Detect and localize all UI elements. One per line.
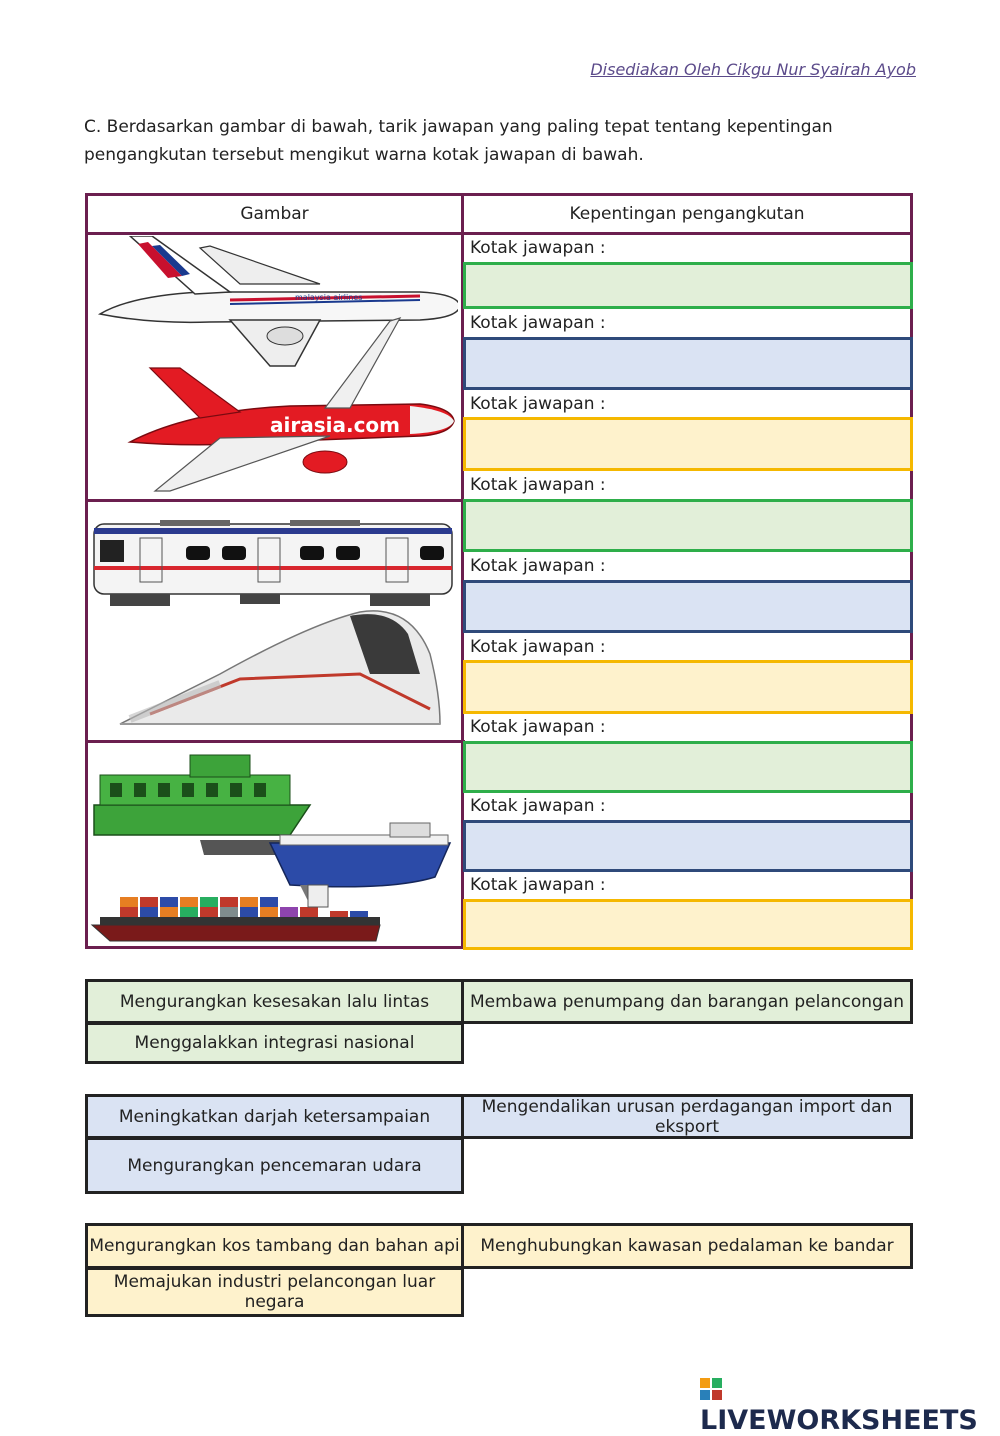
option-blue-2[interactable]: Mengendalikan urusan perdagangan import dan eksport bbox=[461, 1094, 913, 1139]
watermark-text: LIVEWORKSHEETS bbox=[700, 1405, 978, 1436]
liveworksheets-logo-icon bbox=[700, 1378, 722, 1400]
answer-label: Kotak jawapan : bbox=[470, 875, 606, 895]
option-green-2[interactable]: Membawa penumpang dan barangan pelancongan bbox=[461, 979, 913, 1024]
cargo-ship bbox=[92, 885, 380, 941]
column-header-image: Gambar bbox=[240, 204, 309, 224]
author-credit: Disediakan Oleh Cikgu Nur Syairah Ayob bbox=[590, 60, 916, 79]
airasia-text: airasia.com bbox=[270, 413, 400, 437]
answer-box-rail-yellow[interactable] bbox=[463, 660, 913, 714]
answer-label: Kotak jawapan : bbox=[470, 313, 606, 333]
answer-label: Kotak jawapan : bbox=[470, 796, 606, 816]
commuter-train bbox=[94, 520, 452, 606]
answer-label: Kotak jawapan : bbox=[470, 637, 606, 657]
table-row-divider bbox=[85, 499, 465, 502]
answer-box-water-yellow[interactable] bbox=[463, 899, 913, 950]
answer-label: Kotak jawapan : bbox=[470, 394, 606, 414]
option-green-3[interactable]: Menggalakkan integrasi nasional bbox=[85, 1022, 464, 1064]
option-blue-3[interactable]: Mengurangkan pencemaran udara bbox=[85, 1137, 464, 1194]
malaysia-airlines-plane bbox=[100, 236, 458, 366]
instruction-text: C. Berdasarkan gambar di bawah, tarik jawapan yang paling tepat tentang kepentingan pengangkutan tersebut mengikut warna kotak jawapan di bawah. bbox=[84, 117, 833, 165]
option-yellow-1[interactable]: Mengurangkan kos tambang dan bahan api bbox=[85, 1223, 464, 1269]
ferry bbox=[94, 755, 310, 855]
answer-label: Kotak jawapan : bbox=[470, 238, 606, 258]
airplanes-image bbox=[90, 236, 458, 496]
table-row-divider bbox=[85, 740, 465, 743]
answer-box-air-yellow[interactable] bbox=[463, 417, 913, 471]
answer-label: Kotak jawapan : bbox=[470, 556, 606, 576]
answer-box-air-green[interactable] bbox=[463, 262, 913, 309]
liveworksheets-watermark bbox=[700, 1374, 1000, 1436]
trains-image bbox=[90, 504, 458, 738]
answer-box-water-blue[interactable] bbox=[463, 820, 913, 872]
option-blue-1[interactable]: Meningkatkan darjah ketersampaian bbox=[85, 1094, 464, 1139]
high-speed-train bbox=[120, 611, 440, 724]
malaysia-airlines-text: malaysia airlines bbox=[295, 293, 363, 302]
answer-label: Kotak jawapan : bbox=[470, 475, 606, 495]
column-header-importance: Kepentingan pengangkutan bbox=[569, 204, 805, 224]
ships-image bbox=[90, 745, 458, 945]
answer-label: Kotak jawapan : bbox=[470, 717, 606, 737]
option-green-1[interactable]: Mengurangkan kesesakan lalu lintas bbox=[85, 979, 464, 1024]
answer-box-water-green[interactable] bbox=[463, 741, 913, 793]
option-yellow-2[interactable]: Menghubungkan kawasan pedalaman ke bandar bbox=[461, 1223, 913, 1269]
cruise-boat bbox=[270, 823, 450, 905]
answer-box-rail-blue[interactable] bbox=[463, 580, 913, 633]
answer-box-rail-green[interactable] bbox=[463, 499, 913, 552]
option-yellow-3[interactable]: Memajukan industri pelancongan luar negara bbox=[85, 1267, 464, 1317]
table-header-divider bbox=[85, 232, 913, 235]
answer-box-air-blue[interactable] bbox=[463, 337, 913, 390]
